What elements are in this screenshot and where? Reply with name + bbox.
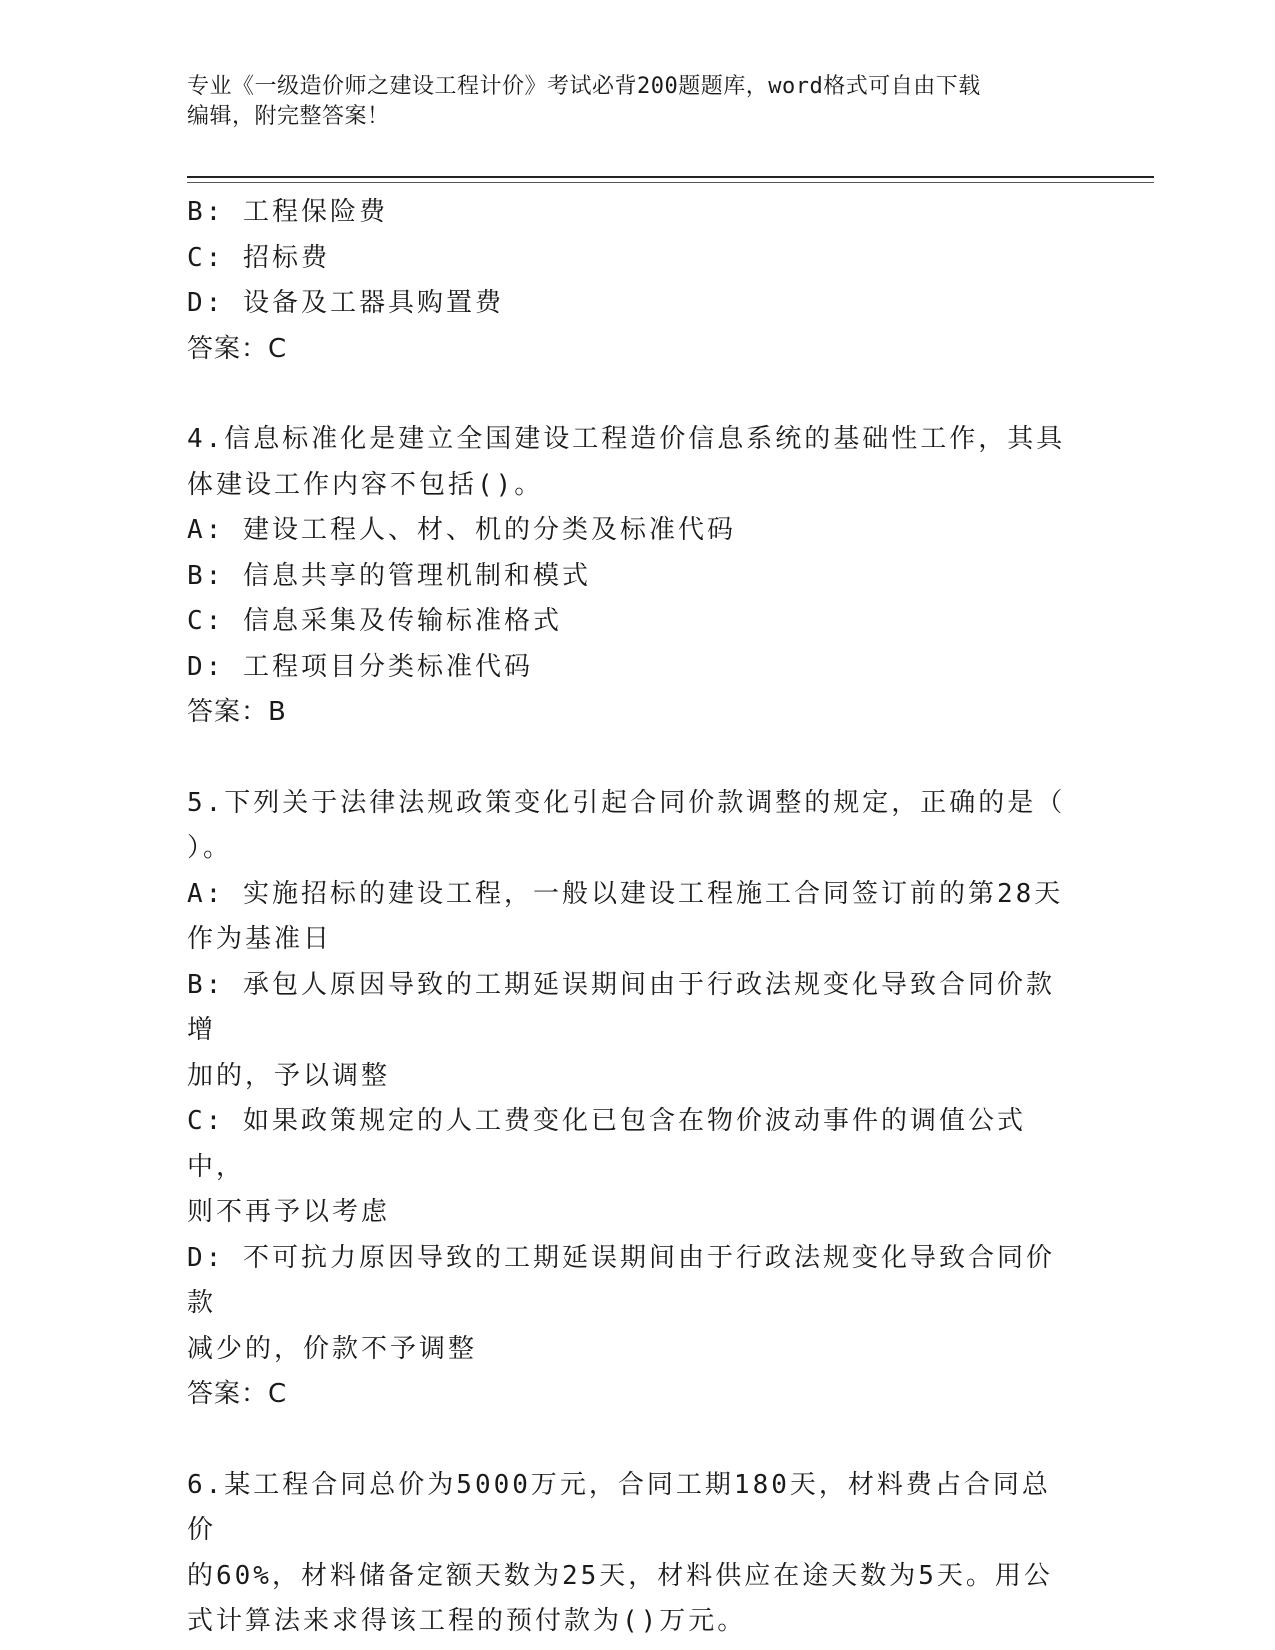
q4-option-c: C: 信息采集及传输标准格式: [187, 606, 562, 636]
question-content: [187, 190, 1067, 1645]
q5-option-a-line-2: 作为基准日: [187, 924, 333, 954]
q5-option-c-line-1: C: 如果政策规定的人工费变化已包含在物价波动事件的调值公式中，: [187, 1106, 1026, 1182]
header-divider-thin: [187, 182, 1154, 183]
spacer: [187, 736, 1067, 781]
document-header: [187, 72, 1067, 132]
question-4-block: [187, 417, 1067, 736]
q5-stem-line-2: ）。: [187, 833, 233, 863]
q5-option-c-line-2: 则不再予以考虑: [187, 1197, 391, 1227]
q4-option-a: A: 建设工程人、材、机的分类及标准代码: [187, 515, 736, 545]
q6-stem-line-2: 的60%，材料储备定额天数为25天，材料供应在途天数为5天。用公: [187, 1560, 1053, 1591]
q4-option-d: D: 工程项目分类标准代码: [187, 651, 533, 682]
q4-stem-line-2: 体建设工作内容不包括()。: [187, 469, 544, 500]
question-5-block: [187, 781, 1067, 1418]
q3-option-c: C: 招标费: [187, 242, 330, 273]
spacer: [187, 1418, 1067, 1463]
q4-option-b: B: 信息共享的管理机制和模式: [187, 560, 591, 591]
q3-option-d: D: 设备及工器具购置费: [187, 288, 504, 318]
q3-answer: 答案：C: [187, 333, 288, 364]
q4-stem-line-1: 4.信息标准化是建立全国建设工程造价信息系统的基础性工作，其具: [187, 424, 1066, 454]
q3-option-b: B: 工程保险费: [187, 197, 388, 227]
q5-option-b-line-2: 加的，予以调整: [187, 1060, 391, 1091]
q4-answer: 答案：B: [187, 697, 287, 727]
header-title-line-1: 专业《一级造价师之建设工程计价》考试必背200题题库，word格式可自由下载: [187, 74, 981, 99]
q5-answer: 答案：C: [187, 1379, 288, 1409]
question-6-block: [187, 1463, 1067, 1645]
spacer: [187, 372, 1067, 417]
header-divider-thick: [187, 176, 1154, 178]
q5-option-b-line-1: B: 承包人原因导致的工期延误期间由于行政法规变化导致合同价款增: [187, 969, 1055, 1045]
q5-option-d-line-1: D: 不可抗力原因导致的工期延误期间由于行政法规变化导致合同价款: [187, 1242, 1055, 1318]
question-3-block: [187, 190, 1067, 372]
q6-stem-line-1: 6.某工程合同总价为5000万元，合同工期180天，材料费占合同总价: [187, 1469, 1051, 1545]
header-title-line-2: 编辑，附完整答案！: [187, 104, 390, 129]
q5-stem-line-1: 5.下列关于法律法规政策变化引起合同价款调整的规定，正确的是（: [187, 787, 1066, 818]
q5-option-d-line-2: 减少的，价款不予调整: [187, 1333, 478, 1364]
q6-stem-line-3: 式计算法来求得该工程的预付款为()万元。: [187, 1606, 747, 1636]
q5-option-a-line-1: A: 实施招标的建设工程，一般以建设工程施工合同签订前的第28天: [187, 878, 1064, 909]
